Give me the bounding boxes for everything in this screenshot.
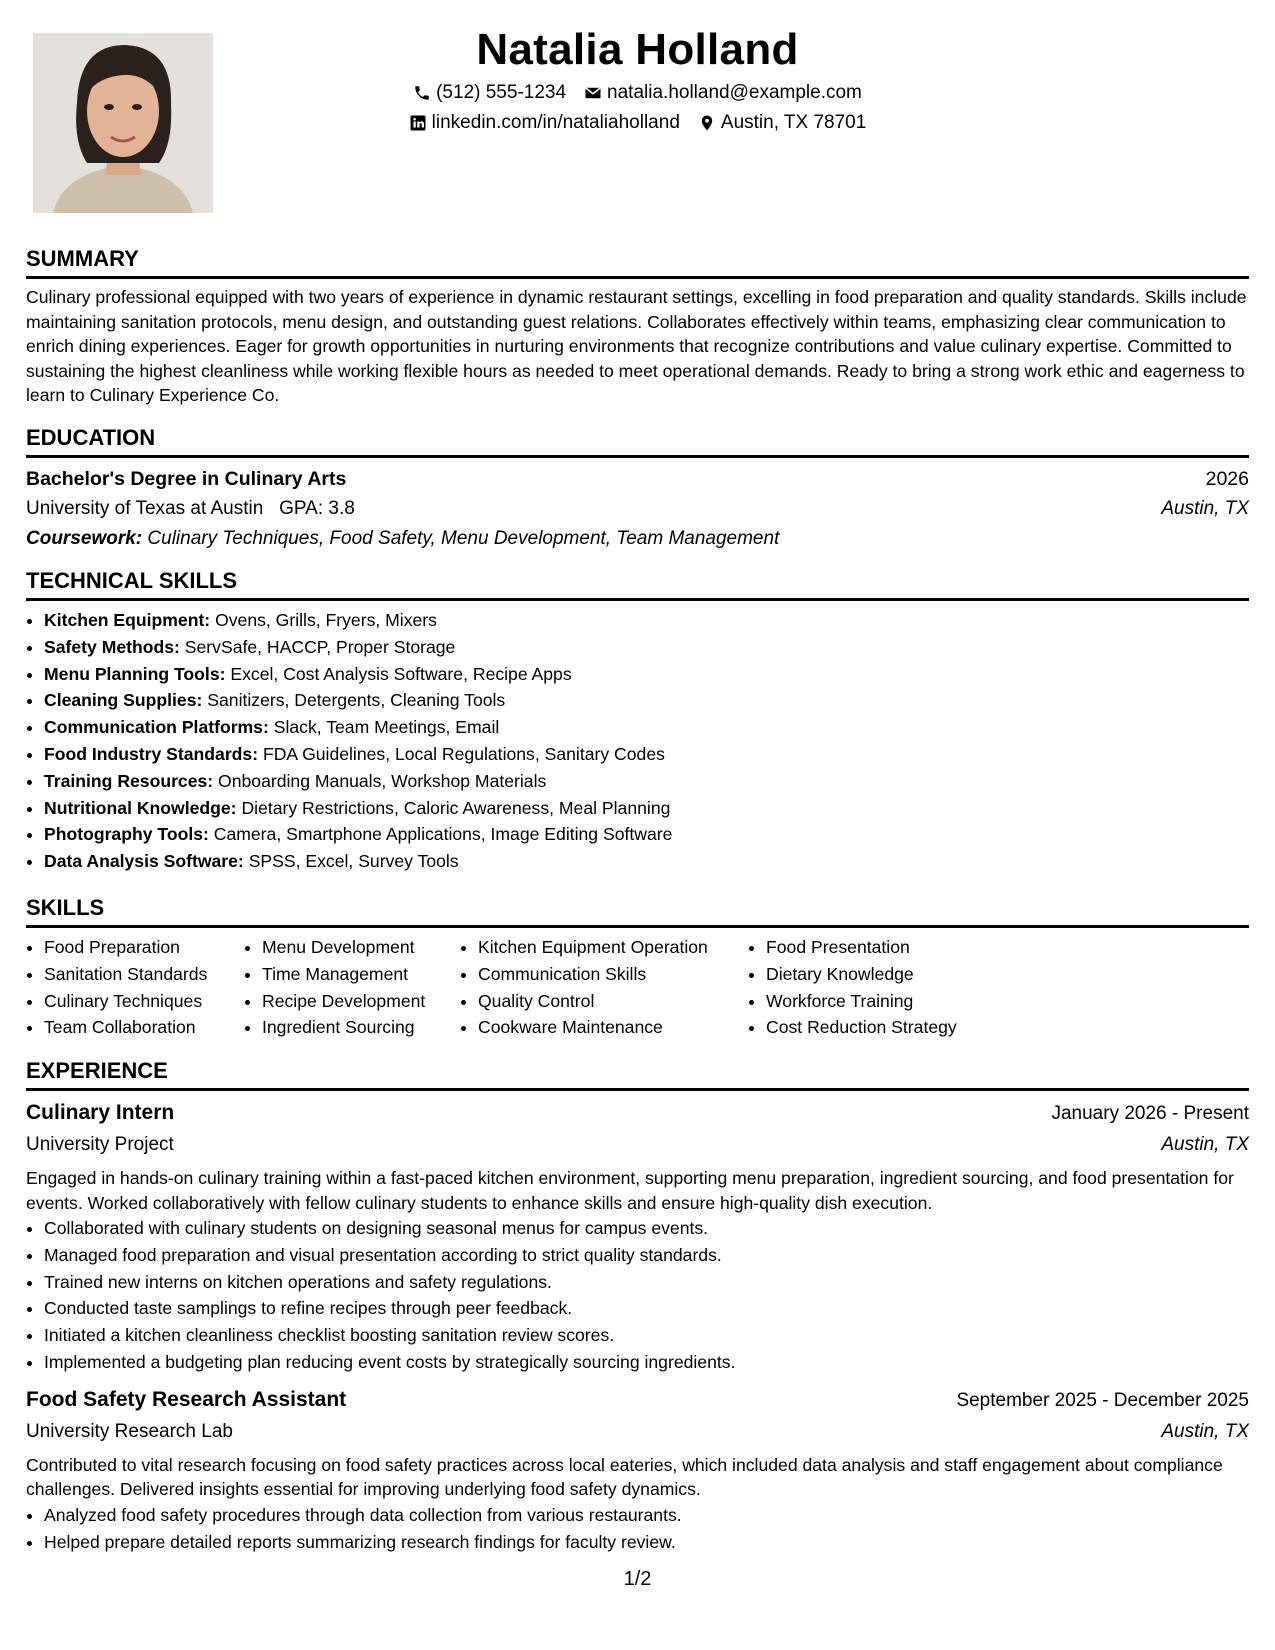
summary-section bbox=[26, 246, 1249, 408]
contact-location bbox=[698, 108, 866, 138]
skill-item: • Time Management bbox=[262, 961, 460, 988]
linkedin-link[interactable]: linkedin.com/in/nataliaholland bbox=[431, 112, 680, 133]
section-title-summary: SUMMARY bbox=[26, 246, 1249, 279]
tech-skill-label: Photography Tools: bbox=[44, 824, 209, 845]
job-org: University Project bbox=[26, 1134, 174, 1155]
tech-skill-label: Communication Platforms: bbox=[44, 717, 269, 738]
job-description: Contributed to vital research focusing on food safety practices across local eateries, which included data analysis and staff engagement about compliance challenges. Delivered insights essential for improving underlying food safety dynamics. bbox=[26, 1454, 1223, 1500]
skills-column-3 bbox=[460, 934, 748, 1041]
school-name: University of Texas at Austin bbox=[26, 498, 264, 519]
tech-skill-value: Slack, Team Meetings, Email bbox=[273, 717, 500, 738]
job-bullet: • Collaborated with culinary students on designing seasonal menus for campus events. bbox=[44, 1215, 1249, 1242]
contact-row-1 bbox=[0, 78, 1275, 108]
skills-column-2 bbox=[244, 934, 460, 1041]
job-title: Food Safety Research Assistant bbox=[26, 1387, 347, 1411]
tech-skill-label: Cleaning Supplies: bbox=[44, 690, 203, 711]
candidate-name: Natalia Holland bbox=[476, 25, 799, 74]
section-title-technical-skills: TECHNICAL SKILLS bbox=[26, 568, 1249, 601]
contact-email bbox=[584, 78, 862, 108]
job-org: University Research Lab bbox=[26, 1420, 233, 1442]
resume-header bbox=[0, 22, 1275, 138]
school-line bbox=[26, 494, 355, 524]
skills-column-4 bbox=[748, 934, 1026, 1041]
contact-row-2 bbox=[0, 108, 1275, 138]
tech-skill-item bbox=[44, 795, 1249, 822]
skill-item: • Food Presentation bbox=[766, 934, 1026, 961]
section-title-experience: EXPERIENCE bbox=[26, 1058, 1249, 1091]
job-bullet: • Conducted taste samplings to refine recipes through peer feedback. bbox=[44, 1295, 1249, 1322]
skill-item: • Dietary Knowledge bbox=[766, 961, 1026, 988]
skills-column-1 bbox=[26, 934, 244, 1041]
gpa: GPA: 3.8 bbox=[279, 498, 355, 519]
coursework-label: Coursework: bbox=[26, 528, 143, 549]
skill-item: • Ingredient Sourcing bbox=[262, 1014, 460, 1041]
education-section bbox=[26, 425, 1249, 554]
tech-skill-item bbox=[44, 661, 1249, 688]
tech-skill-item bbox=[44, 634, 1249, 661]
tech-skill-value: Sanitizers, Detergents, Cleaning Tools bbox=[207, 690, 506, 711]
experience-section bbox=[26, 1058, 1249, 1555]
contact-phone bbox=[413, 78, 566, 108]
job-subheader bbox=[26, 1130, 1249, 1160]
job-bullets bbox=[26, 1502, 1249, 1556]
tech-skill-value: FDA Guidelines, Local Regulations, Sanitary Codes bbox=[262, 743, 665, 764]
tech-skill-label: Menu Planning Tools: bbox=[44, 663, 226, 684]
technical-skills-section bbox=[26, 568, 1249, 875]
skill-item: • Team Collaboration bbox=[44, 1014, 244, 1041]
tech-skill-label: Training Resources: bbox=[44, 770, 214, 791]
location-text: Austin, TX 78701 bbox=[720, 112, 867, 133]
page-number: 1/2 bbox=[623, 1568, 652, 1590]
skill-item: • Communication Skills bbox=[478, 961, 748, 988]
job-entry bbox=[26, 1384, 1249, 1556]
job-bullet: • Initiated a kitchen cleanliness checklist boosting sanitation review scores. bbox=[44, 1322, 1249, 1349]
tech-skill-item bbox=[44, 687, 1249, 714]
job-bullet: • Implemented a budgeting plan reducing event costs by strategically sourcing ingredients. bbox=[44, 1349, 1249, 1376]
education-row-2 bbox=[26, 494, 1249, 524]
tech-skill-value: Onboarding Manuals, Workshop Materials bbox=[218, 770, 547, 791]
skill-item: • Recipe Development bbox=[262, 988, 460, 1015]
tech-skill-item bbox=[44, 768, 1249, 795]
job-header bbox=[26, 1384, 1249, 1417]
coursework-list: Culinary Techniques, Food Safety, Menu Development, Team Management bbox=[147, 528, 780, 549]
phone-icon bbox=[413, 84, 431, 102]
tech-skill-value: Excel, Cost Analysis Software, Recipe Apps bbox=[230, 663, 572, 684]
technical-skills-list bbox=[26, 607, 1249, 875]
job-title: Culinary Intern bbox=[26, 1101, 175, 1124]
linkedin-icon bbox=[409, 114, 427, 132]
summary-text: Culinary professional equipped with two years of experience in dynamic restaurant settings, excelling in food preparation and quality standards. Skills include maintaining sanitation protocols, menu design, and outstanding guest relations. Collaborates effectively within teams, emphasizing clear communication to enrich dining experiences. Eager for growth opportunities in nurturing environments that recognize contributions and value culinary expertise. Committed to sustaining the highest cleanliness while working flexible hours as needed to meet operational demands. Ready to bring a strong work ethic and eagerness to learn to Culinary Experience Co. bbox=[26, 287, 1247, 405]
skill-item: • Kitchen Equipment Operation bbox=[478, 934, 748, 961]
tech-skill-value: SPSS, Excel, Survey Tools bbox=[248, 851, 459, 872]
contact-linkedin bbox=[409, 108, 680, 138]
tech-skill-item bbox=[44, 714, 1249, 741]
tech-skill-value: Camera, Smartphone Applications, Image Editing Software bbox=[213, 824, 673, 845]
job-header bbox=[26, 1097, 1249, 1130]
tech-skill-value: ServSafe, HACCP, Proper Storage bbox=[184, 636, 456, 657]
job-description: Engaged in hands-on culinary training within a fast-paced kitchen environment, supporting menu preparation, ingredient sourcing, and food presentation for events. Worked collaboratively with fellow culinary students to enhance skills and ensure high-quality dish execution. bbox=[26, 1168, 1234, 1213]
coursework-line bbox=[26, 524, 1249, 554]
job-location: Austin, TX bbox=[1161, 1420, 1249, 1442]
job-bullet: • Analyzed food safety procedures through data collection from various restaurants. bbox=[44, 1502, 1249, 1529]
tech-skill-label: Kitchen Equipment: bbox=[44, 610, 211, 630]
map-pin-icon bbox=[698, 114, 716, 132]
job-bullets bbox=[26, 1215, 1249, 1376]
skill-item: • Workforce Training bbox=[766, 988, 1026, 1015]
tech-skill-label: Safety Methods: bbox=[44, 636, 180, 657]
skill-item: • Menu Development bbox=[262, 934, 460, 961]
tech-skill-item bbox=[44, 741, 1249, 768]
skill-item: • Cost Reduction Strategy bbox=[766, 1014, 1026, 1041]
section-title-skills: SKILLS bbox=[26, 895, 1249, 928]
phone-text: (512) 555-1234 bbox=[436, 82, 567, 103]
tech-skill-item bbox=[44, 821, 1249, 848]
job-bullet: • Managed food preparation and visual presentation according to strict quality standards. bbox=[44, 1242, 1249, 1269]
job-subheader bbox=[26, 1417, 1249, 1447]
skill-item: • Sanitation Standards bbox=[44, 961, 244, 988]
tech-skill-value: Dietary Restrictions, Caloric Awareness, Meal Planning bbox=[241, 797, 671, 818]
tech-skill-label: Nutritional Knowledge: bbox=[44, 797, 237, 818]
skills-grid bbox=[26, 934, 1249, 1041]
tech-skill-item bbox=[44, 848, 1249, 875]
email-link[interactable]: natalia.holland@example.com bbox=[607, 82, 862, 103]
job-entry bbox=[26, 1097, 1249, 1376]
job-bullet: • Helped prepare detailed reports summarizing research findings for faculty review. bbox=[44, 1529, 1249, 1556]
tech-skill-label: Data Analysis Software: bbox=[44, 851, 244, 872]
tech-skill-value: Ovens, Grills, Fryers, Mixers bbox=[215, 610, 437, 630]
school-location: Austin, TX bbox=[1161, 498, 1249, 519]
graduation-year: 2026 bbox=[1205, 468, 1249, 490]
skills-section bbox=[26, 895, 1249, 1041]
skill-item: • Food Preparation bbox=[44, 934, 244, 961]
tech-skill-label: Food Industry Standards: bbox=[44, 743, 259, 764]
job-dates: September 2025 - December 2025 bbox=[956, 1389, 1249, 1411]
tech-skill-item bbox=[44, 607, 1249, 634]
skill-item: • Cookware Maintenance bbox=[478, 1014, 748, 1041]
envelope-icon bbox=[584, 84, 602, 102]
degree-title: Bachelor's Degree in Culinary Arts bbox=[26, 468, 347, 490]
skill-item: • Quality Control bbox=[478, 988, 748, 1015]
job-location: Austin, TX bbox=[1161, 1134, 1249, 1155]
job-bullet: • Trained new interns on kitchen operations and safety regulations. bbox=[44, 1269, 1249, 1296]
section-title-education: EDUCATION bbox=[26, 425, 1249, 458]
skill-item: • Culinary Techniques bbox=[44, 988, 244, 1015]
education-row-1 bbox=[26, 464, 1249, 494]
job-dates: January 2026 - Present bbox=[1051, 1103, 1249, 1124]
